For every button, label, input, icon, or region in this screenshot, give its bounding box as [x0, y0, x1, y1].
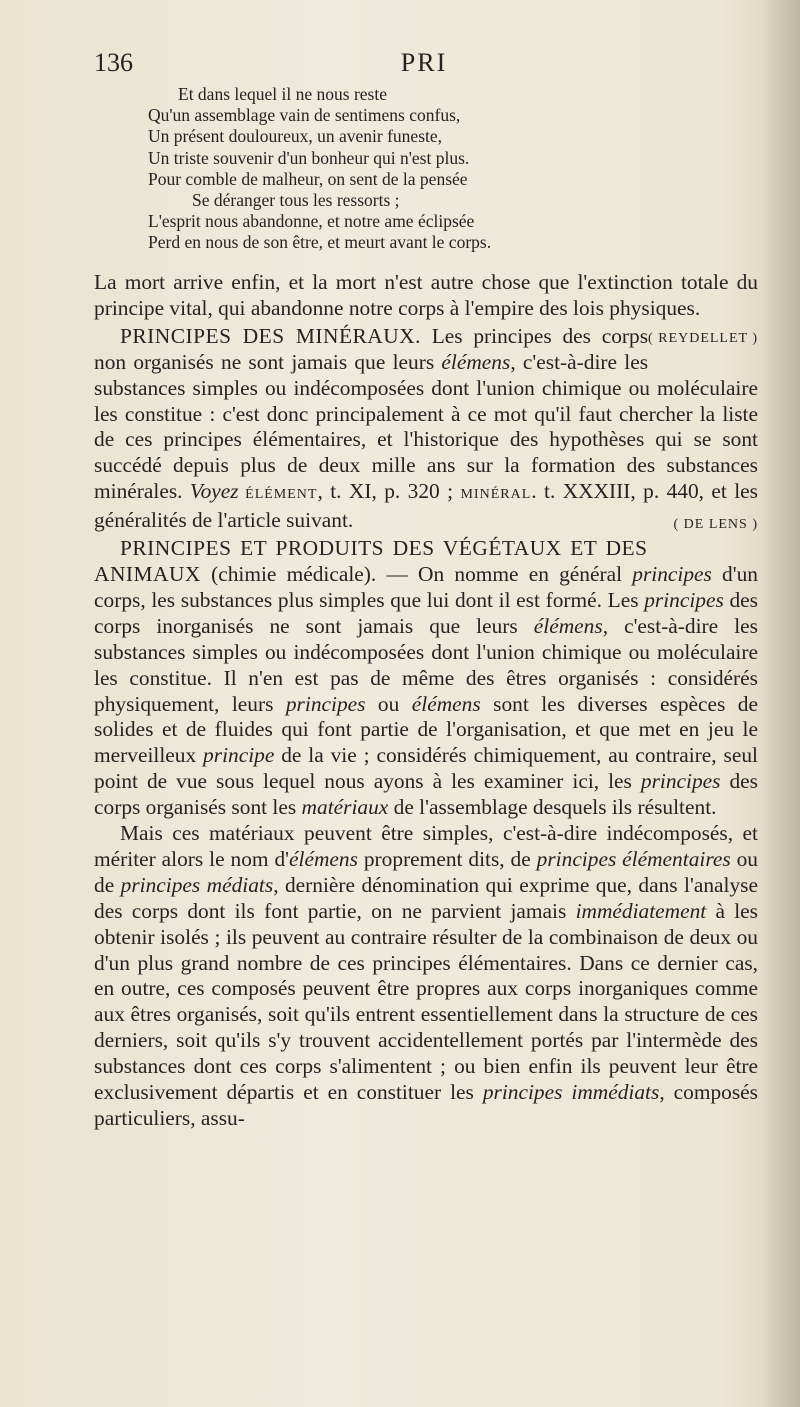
page-header: [94, 48, 754, 82]
entry-title: PRINCIPES ET PRODUITS DES VÉGÉTAUX ET DES ANIMAUX: [94, 536, 648, 586]
body-text: [94, 270, 758, 1132]
paragraph-materiaux: Mais ces matériaux peuvent être simples, c'est-à-dire indécomposés, et mériter alors le nom d'élémens proprement dits, de principes élémentaires ou de principes médiats, dernière dénomination qui exprime que, dans l'analyse des corps dont ils font partie, on ne parvient jamais immédiatement à les obtenir isolés ; ils peuvent au contraire résulter de la combinaison de deux ou d'un plus grand nombre de ces principes élémentaires. Dans ce dernier cas, en outre, ces composés peuvent être propres aux corps inorganiques comme aux êtres organisés, soit qu'ils entrent essentiellement dans la structure de ces derniers, soit qu'ils s'y trouvent accidentellement portés par l'intermède des substances dont ces corps s'alimentent ; ou bien enfin ils peuvent leur être exclusivement départis et en constituer les principes immédiats, composés particuliers, assu-: [94, 821, 759, 1130]
verse-line: Un triste souvenir d'un bonheur qui n'est plus.: [148, 147, 470, 168]
entry-title: PRINCIPES DES MINÉRAUX.: [120, 323, 421, 348]
verse-line: L'esprit nous abandonne, et notre ame éclipsée: [148, 211, 475, 232]
running-head: PRI: [400, 48, 448, 77]
paragraph-text: La mort arrive enfin, et la mort n'est autre chose que l'extinction totale du principe vital, qui abandonne notre corps à l'empire des lois physiques.: [94, 270, 758, 320]
entry-principes-produits: PRINCIPES ET PRODUITS DES VÉGÉTAUX ET DES ANIMAUX (chimie médicale). — On nomme en général principes d'un corps, les substances plus simples que lui dont il est formé. Les principes des corps inorganisés ne sont jamais que leurs élémens, c'est-à-dire les substances simples ou indécomposées dont l'union chimique ou moléculaire les constitue. Il n'en est pas de même des êtres organisés : considérés physiquement, leurs principes ou élémens sont les diverses espèces de solides et de fluides qui font partie de l'organisation, et que met en jeu le merveilleux principe de la vie ; considérés chimiquement, au contraire, seul point de vue sous lequel nous ayons à les examiner ici, les principes des corps organisés sont les matériaux de l'assemblage desquels ils résultent.: [94, 536, 758, 820]
author-signature: ( DE LENS ): [673, 517, 758, 533]
verse-line: Perd en nous de son être, et meurt avant le corps.: [148, 232, 492, 253]
page-number: 136: [94, 48, 133, 77]
see-also-label: Voyez: [189, 479, 239, 504]
entry-principes-mineraux: PRINCIPES DES MINÉRAUX. Les principes des corps non organisés ne sont jamais que leurs élémens, c'est-à-dire les substances simples ou indécomposées dont l'union chimique ou moléculaire les constitue : c'est donc principalement à ce mot qu'il faut chercher la liste de ces principes élémentaires, et l'historique des hypothèses qui se sont succédé depuis plus de deux mille ans sur la formation des substances minérales. Voyez ÉLÉMENT, t. XI, p. 320 ; MINÉRAL. t. XXXIII, p. 440, et les généralités de l'article suivant. ( DE LENS ): [94, 324, 758, 534]
verse-quotation: [148, 84, 708, 254]
verse-line: Se déranger tous les ressorts ;: [192, 190, 400, 211]
verse-line: Pour comble de malheur, on sent de la pensée: [148, 168, 468, 189]
cross-reference: MINÉRAL: [460, 487, 532, 503]
author-signature: ( REYDELLET ): [648, 330, 758, 346]
verse-line: Un présent douloureux, un avenir funeste,: [148, 126, 443, 147]
cross-reference: ÉLÉMENT: [238, 487, 318, 503]
verse-line: Qu'un assemblage vain de sentimens confus,: [148, 105, 461, 126]
verse-line: Et dans lequel il ne nous reste: [178, 84, 387, 104]
page-spine-shadow: [760, 0, 800, 1407]
